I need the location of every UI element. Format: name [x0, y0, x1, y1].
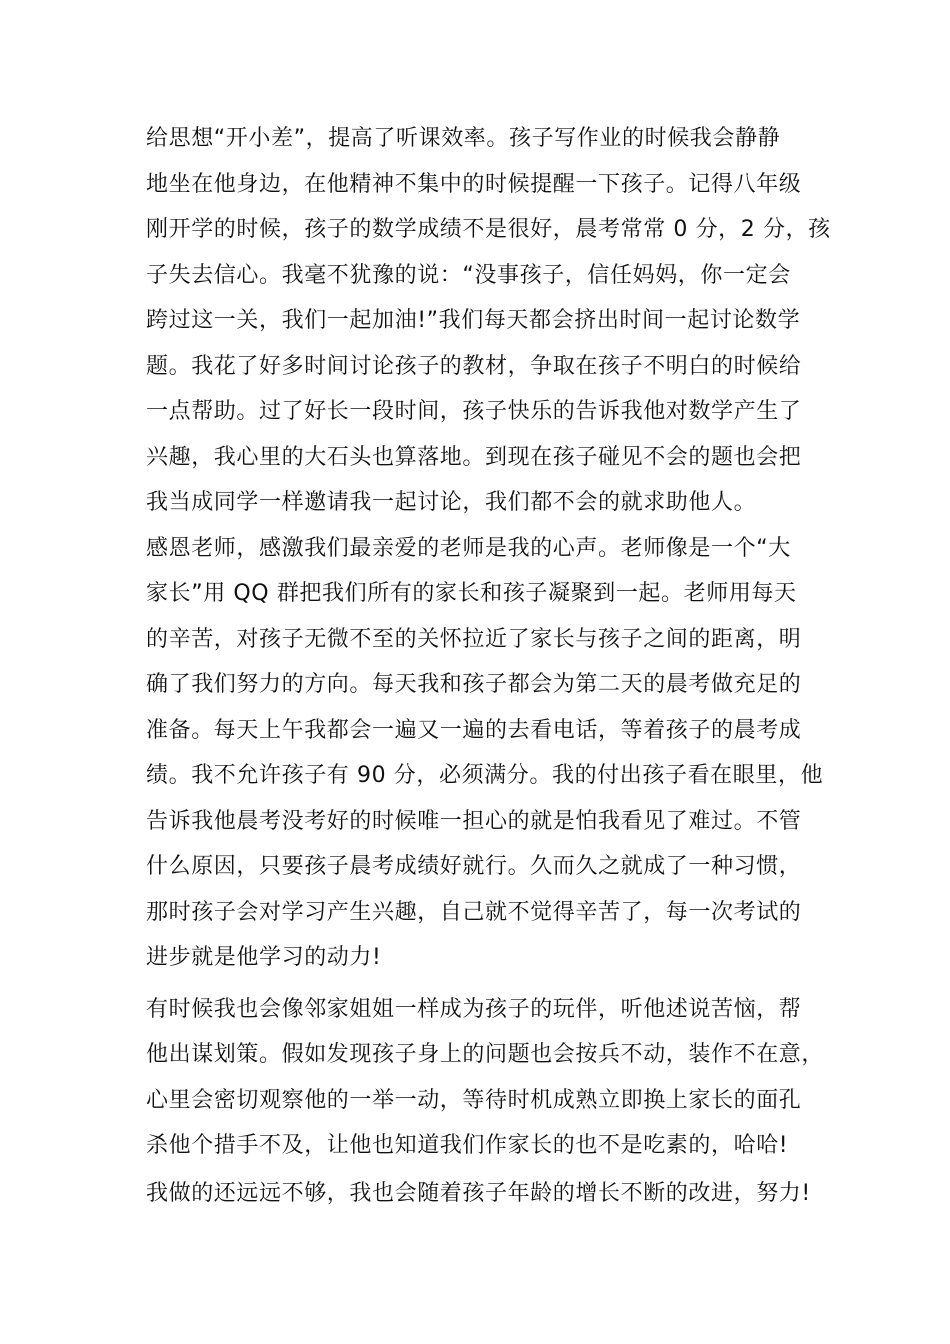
text-line: 进步就是他学习的动力! — [146, 945, 382, 970]
text-line: 地坐在他身边，在他精神不集中的时候提醒一下孩子。记得八年级 — [146, 171, 802, 197]
paragraph-2 — [146, 526, 822, 981]
text-line: 有时候我也会像邻家姐姐一样成为孩子的玩伴，听他述说苦恼，帮 — [146, 996, 802, 1022]
text-line: 准备。每天上午我都会一遍又一遍的去看电话，等着孩子的晨考成 — [146, 717, 802, 743]
text-line: 给思想“开小差”，提高了听课效率。孩子写作业的时候我会静静 — [146, 126, 781, 151]
text-line: 跨过这一关，我们一起加油!”我们每天都会挤出时间一起讨论数学 — [146, 308, 801, 333]
text-line: 告诉我他晨考没考好的时候唯一担心的就是怕我看见了难过。不管 — [146, 808, 802, 834]
text-line: 什么原因，只要孩子晨考成绩好就行。久而久之就成了一种习惯， — [146, 854, 802, 879]
text-line: 一点帮助。过了好长一段时间，孩子快乐的告诉我他对数学产生了 — [146, 399, 802, 424]
text-line: 我做的还远远不够，我也会随着孩子年龄的增长不断的改进，努力! — [146, 1180, 811, 1206]
paragraph-3 — [146, 987, 825, 1169]
text-line: 子失去信心。我毫不犹豫的说：“没事孩子，信任妈妈，你一定会 — [146, 262, 791, 288]
text-line: 感恩老师，感激我们最亲爱的老师是我的心声。老师像是一个“大 — [146, 535, 791, 561]
text-line: 绩。我不允许孩子有 90 分，必须满分。我的付出孩子看在眼里，他 — [146, 763, 824, 788]
text-line: 杀他个措手不及，让他也知道我们作家长的也不是吃素的，哈哈! — [146, 1133, 789, 1158]
text-line: 那时孩子会对学习产生兴趣，自己就不觉得辛苦了，每一次考试的 — [146, 899, 802, 925]
text-line: 心里会密切观察他的一举一动，等待时机成熟立即换上家长的面孔 — [146, 1087, 802, 1113]
paragraph-1 — [146, 116, 831, 526]
text-line: 兴趣，我心里的大石头也算落地。到现在孩子碰见不会的题也会把 — [146, 444, 802, 470]
text-line: 刚开学的时候，孩子的数学成绩不是很好，晨考常常 0 分，2 分，孩 — [146, 217, 831, 242]
text-line: 题。我花了好多时间讨论孩子的教材，争取在孩子不明白的时候给 — [146, 353, 802, 379]
document-body — [146, 116, 831, 1216]
text-line: 家长”用 QQ 群把我们所有的家长和孩子凝聚到一起。老师用每天 — [146, 581, 797, 606]
text-line: 他出谋划策。假如发现孩子身上的问题也会按兵不动，装作不在意， — [146, 1042, 825, 1067]
text-line: 我当成同学一样邀请我一起讨论，我们都不会的就求助他人。 — [146, 490, 757, 515]
paragraph-4 — [146, 1171, 822, 1217]
text-line: 的辛苦，对孩子无微不至的关怀拉近了家长与孩子之间的距离，明 — [146, 626, 802, 652]
text-line: 确了我们努力的方向。每天我和孩子都会为第二天的晨考做充足的 — [146, 672, 802, 697]
